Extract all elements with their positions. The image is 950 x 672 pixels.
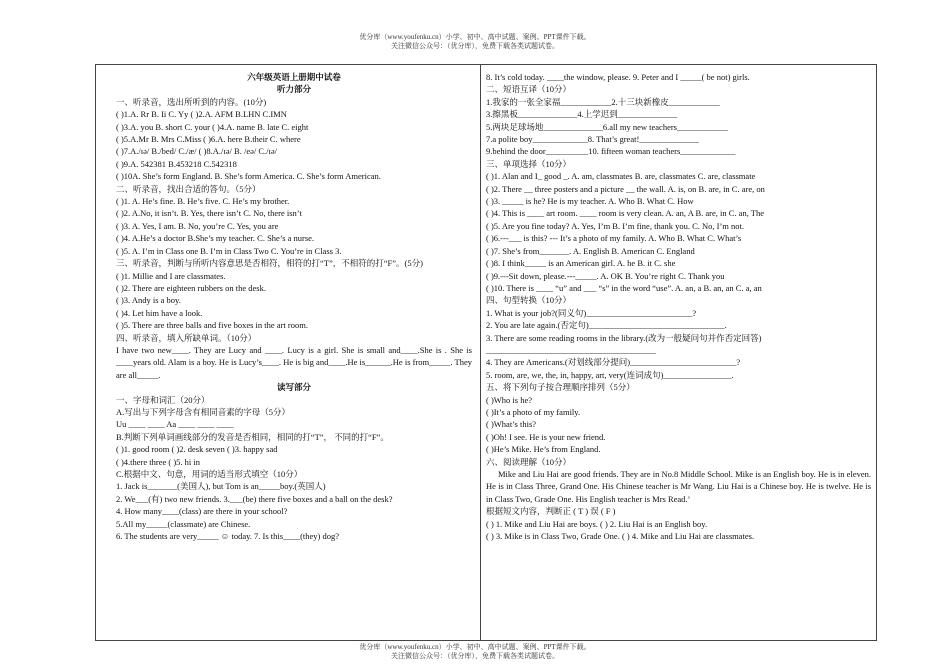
left-line: A.写出与下列字母含有相同音素的字母（5分） <box>116 406 291 417</box>
right-line: 1. What is your job?(同义句)_________________________? <box>486 307 697 318</box>
right-line: ( )Who is he? <box>486 394 533 405</box>
left-line: C.根据中文、句意，用词的适当形式填空（10分） <box>116 469 303 479</box>
right-line: 8. It’s cold today. ____the window, please. 9. Peter and I _____( be not) girls. <box>486 72 750 82</box>
left-line: 二、听录音，找出合适的答句。（5分） <box>116 183 261 194</box>
footer-line-2: 关注微信公众号：（优分库），免费下载各类试题试卷。 <box>391 652 559 660</box>
left-line: ( )1. good room ( )2. desk seven ( )3. happy sad <box>116 444 278 455</box>
page-footer <box>0 643 950 661</box>
right-line: ( )6.---___ is this? --- It’s a photo of my family. A. Who B. What C. What’s <box>486 233 742 244</box>
left-line: 6. The students are very_____ ☺ today. 7. Is this____(they) dog? <box>116 531 340 542</box>
left-line: ( )1. A. He’s fine. B. He’s five. C. He’s my brother. <box>116 196 290 207</box>
right-line: ( )3. _____ is he? He is my teacher. A. Who B. What C. How <box>486 196 694 207</box>
left-line: ( )5.A.Mr B. Mrs C.Miss ( )6.A. here B.their C. where <box>116 134 301 145</box>
right-line: 5. room, are, we, the, in, happy, art, very(连词成句)________________. <box>486 369 734 380</box>
right-line: ( )What’s this? <box>486 419 537 430</box>
left-line: 2. We___(有) two new friends. 3.___(be) there five boxes and a ball on the desk? <box>116 493 393 504</box>
right-line: 三、单项选择（10分） <box>486 158 572 169</box>
left-line: ( )2. There are eighteen rubbers on the desk. <box>116 282 266 293</box>
right-line: 四、句型转换（10分） <box>486 295 572 306</box>
left-line: Uu ____ ____ Aa ____ ____ ____ <box>116 419 234 430</box>
left-line: 5.All my_____(classmate) are Chinese. <box>116 518 251 529</box>
right-line: 9.behind the door__________10. fifteen woman teachers_____________ <box>486 146 736 157</box>
left-line: ( )9.A. 542381 B.453218 C.542318 <box>116 158 237 169</box>
right-line: ( ) 1. Mike and Liu Hai are boys. ( ) 2. Liu Hai is an English boy. <box>486 518 708 529</box>
right-line: 3. There are some reading rooms in the library.(改为一般疑问句并作否定回答) <box>486 332 762 343</box>
left-line: ( )10A. She’s form England. B. She’s form America. C. She’s form American. <box>116 171 381 182</box>
left-line: ( )5. A. I’m in Class one B. I’m in Class Two C. You’re in Class 3. <box>116 245 342 256</box>
right-line: 5.两块足球场地______________6.all my new teachers____________ <box>486 121 728 132</box>
right-line: 7.a polite boy_____________8. That’s great!______________ <box>486 134 699 145</box>
left-line: 六年级英语上册期中试卷 <box>247 72 341 82</box>
left-line: 听力部分 <box>276 84 311 95</box>
right-line: ( )7. She’s from_______. A. English B. American C. England <box>486 245 695 256</box>
left-line: ( )1. Millie and I are classmates. <box>116 270 226 281</box>
right-line: Mike and Liu Hai are good friends. They are in No.8 Middle School. Mike is an English boy. He is in eleven. He is in Class Three, Grand One. His Chinese teacher is Mr Wang. Liu Hai is a Chinese boy. He is twelve. He is in Class Two, Grade One. His English teacher is Mrs Read.’ <box>486 469 871 504</box>
footer-line-1: 优分库（www.youfenku.cn）小学、初中、高中试题、案例、PPT课件下载。 <box>359 643 591 651</box>
right-line: 根据短文内容，判断正 ( T ) 误 ( F ) <box>486 506 616 517</box>
left-line: 一、听录音，选出所听到的内容。(10分) <box>116 96 267 107</box>
right-line: ( )Oh! I see. He is your new friend. <box>486 431 606 442</box>
left-line: 4. How many____(class) are there in your school? <box>116 506 288 517</box>
left-line: 读写部分 <box>276 382 311 393</box>
exam-page <box>95 64 877 641</box>
right-line: ( )2. There __ three posters and a picture __ the wall. A. is, on B. are, in C. are, on <box>486 183 765 194</box>
page-header <box>0 33 950 51</box>
right-column <box>486 71 871 542</box>
right-line: ( )10. There is ____ “u” and ___ “s” in the word “use”. A. an, a B. an, an C. a, an <box>486 282 762 293</box>
right-line: ( )1. Alan and I_ good _. A. am, classmates B. are, classmates C. are, classmate <box>486 171 756 182</box>
right-line: ( )4. This is ____ art room. ____ room is very clean. A. an, A B. are, in C. an, The <box>486 208 765 219</box>
right-line: 1.我家的一张全家福____________2.十三块新橡皮____________ <box>486 96 720 107</box>
left-line: ( )4.there three ( )5. hi in <box>116 456 201 467</box>
right-line: ( )5. Are you fine today? A. Yes, I’m B. I’m fine, thank you. C. No, I’m not. <box>486 220 745 231</box>
left-column <box>116 71 472 542</box>
right-line: ( )He’s Mike. He’s from England. <box>486 444 601 455</box>
right-line: 2. You are late again.(否定句)________________________________. <box>486 320 727 331</box>
left-line: ( )4. A.He’s a doctor B.She’s my teacher. C. She’s a nurse. <box>116 233 315 244</box>
right-line: 五、将下列句子按合理顺序排列（5分） <box>486 382 635 393</box>
left-line: 1. Jack is_______(美国人), but Tom is an_____boy.(英国人) <box>116 481 326 492</box>
right-line: 3.擦黑板______________4.上学迟到______________ <box>486 109 678 120</box>
right-line: ( )8. I think_____ is an American girl. A. he B. it C. she <box>486 258 676 269</box>
left-line: 一、字母和词汇（20分） <box>116 394 210 405</box>
left-line: ( )7.A./ɪə/ B./bed/ C./æ/ ( )8.A./ɪə/ B. /eə/ C./ɪə/ <box>116 146 278 157</box>
right-line: ( )It’s a photo of my family. <box>486 406 581 417</box>
left-line: ( )3. Andy is a boy. <box>116 295 181 306</box>
right-line: 4. They are Americans.(对划线部分提问)_________________________? <box>486 357 741 368</box>
left-line: ( )2. A.No, it isn’t. B. Yes, there isn’t C. No, there isn’t <box>116 208 302 219</box>
left-line: ( )4. Let him have a look. <box>116 307 203 318</box>
right-line: ( ) 3. Mike is in Class Two, Grade One. ( ) 4. Mike and Liu Hai are classmates. <box>486 531 755 542</box>
right-line: 二、短语互译（10分） <box>486 84 572 95</box>
header-line-1: 优分库（www.youfenku.cn）小学、初中、高中试题、案例、PPT课件下载。 <box>359 33 591 41</box>
right-line: 六、阅读理解（10分） <box>486 456 572 467</box>
right-line: ________________________________________ <box>486 344 656 355</box>
left-line: 三、听录音，判断与所听内容意思是否相符，相符的打“T”，不相符的打“F”。(5分) <box>116 258 423 269</box>
header-line-2: 关注微信公众号：（优分库），免费下载各类试题试卷。 <box>391 42 559 50</box>
left-line: 四、听录音，填入所缺单词。（10分） <box>116 332 257 343</box>
left-line: B.判断下列单词画线部分的发音是否相同，相同的打“T”， 不同的打“F”。 <box>116 431 389 442</box>
right-line: ( )9.---Sit down, please.---_____. A. OK B. You’re right C. Thank you <box>486 270 725 281</box>
left-line: ( )5. There are three balls and five boxes in the art room. <box>116 320 308 331</box>
column-divider <box>480 65 481 640</box>
left-line: I have two new____. They are Lucy and ____. Lucy is a girl. She is small and____.She is . She is ____years old. Alam is a boy. He is Lucy’s____. He is big and____.He is______.He is from_____. They are all_____. <box>116 344 472 380</box>
left-line: ( )1.A. Rr B. Ii C. Yy ( )2.A. AFM B.LHN C.IMN <box>116 109 287 120</box>
left-line: ( )3. A. Yes, I am. B. No, you’re C. Yes, you are <box>116 220 279 231</box>
left-line: ( )3.A. you B. short C. your ( )4.A. name B. late C. eight <box>116 121 309 132</box>
